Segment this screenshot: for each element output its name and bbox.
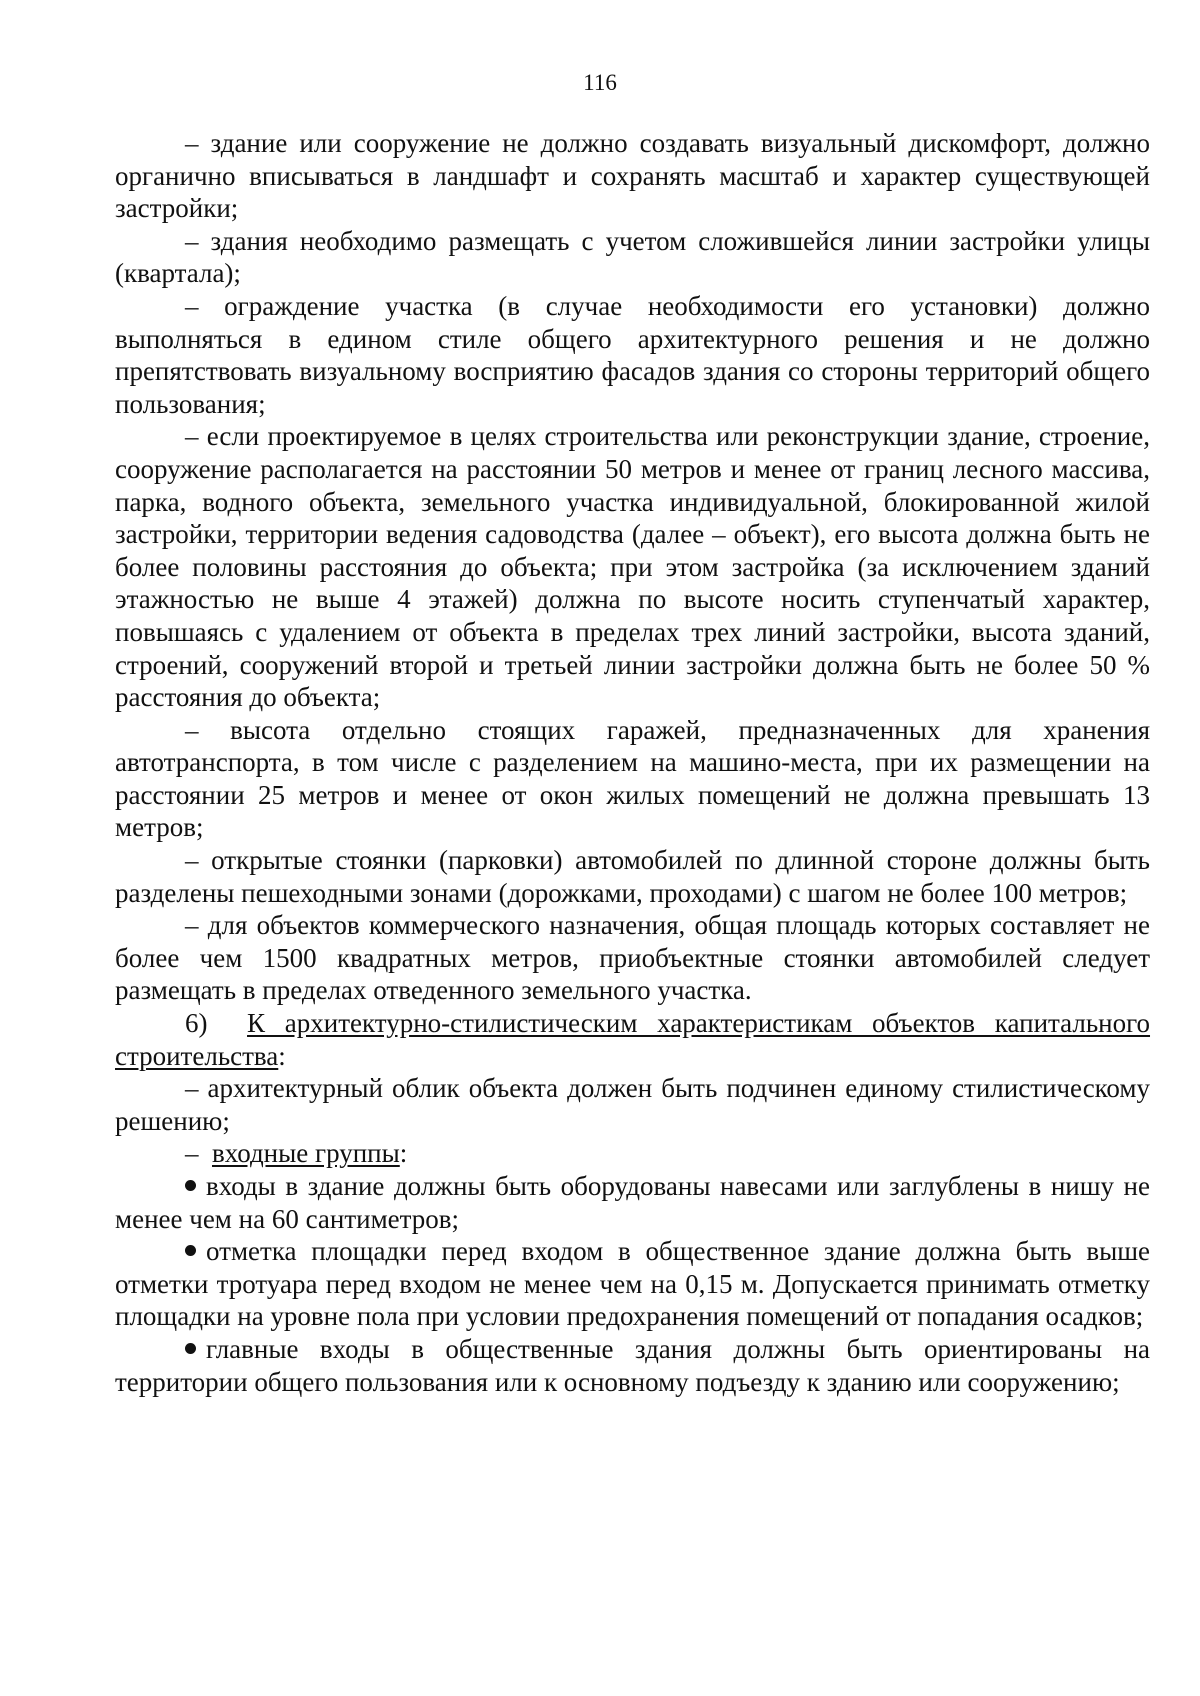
bullet-icon: [185, 1245, 196, 1256]
entry-groups-heading: – входные группы:: [185, 1138, 408, 1169]
entry-groups-label: входные группы: [212, 1138, 400, 1169]
bullet-item: главные входы в общественные здания должны быть ориентированы на территории общего пользования или к основному подъезду к зданию или сооружению;: [115, 1333, 1150, 1397]
section-6-title: К архитектурно-стилистическим характеристикам объектов капитального строительства: [115, 1008, 1151, 1071]
paragraph-visual-comfort: – здание или сооружение не должно создавать визуальный дискомфорт, должно органично вписываться в ландшафт и сохранять масштаб и характер существующей застройки;: [115, 128, 1150, 224]
paragraph-parking: – открытые стоянки (парковки) автомобилей по длинной стороне должны быть разделены пешеходными зонами (дорожками, проходами) с шагом не более 100 метров;: [115, 845, 1150, 908]
paragraph-building-line: – здания необходимо размещать с учетом сложившейся линии застройки улицы (квартала);: [115, 225, 1150, 289]
paragraph-fence: – ограждение участка (в случае необходимости его установки) должно выполняться в едином стиле общего архитектурного решения и не должно препятствовать визуальному восприятию фасадов здания со стороны территорий общего пользования;: [115, 290, 1150, 419]
bullet-icon: [185, 1343, 196, 1354]
section-6-heading: 6) К архитектурно-стилистическим характеристикам объектов капитального строительства:: [115, 1008, 1151, 1071]
section-6-number: 6): [185, 1008, 208, 1039]
bullet-icon: [185, 1180, 196, 1191]
bullet-item: отметка площадки перед входом в общественное здание должна быть выше отметки тротуара перед входом не менее чем на 0,15 м. Допускается принимать отметку площадки на уровне пола при условии предохранения помещений от попадания осадков;: [115, 1236, 1150, 1332]
paragraph-garages: – высота отдельно стоящих гаражей, предназначенных для хранения автотранспорта, в том числе с разделением на машино-места, при их размещении на расстоянии 25 метров и менее от окон жилых помещений не должна превышать 13 метров;: [115, 714, 1150, 843]
paragraph-commercial-parking: – для объектов коммерческого назначения, общая площадь которых составляет не более чем 1500 квадратных метров, приобъектные стоянки автомобилей следует размещать в пределах отведенного земельного участка.: [115, 910, 1150, 1006]
bullet-item: входы в здание должны быть оборудованы навесами или заглублены в нишу не менее чем на 60 сантиметров;: [115, 1171, 1150, 1234]
paragraph-stylistic-solution: – архитектурный облик объекта должен быть подчинен единому стилистическому решению;: [115, 1073, 1150, 1136]
page-number: 116: [583, 70, 617, 95]
document-body: [115, 127, 1150, 1398]
paragraph-building-height: – если проектируемое в целях строительства или реконструкции здание, строение, сооружение располагается на расстоянии 50 метров и менее от границ лесного массива, парка, водного объекта, земельного участка индивидуальной, блокированной жилой застройки, территории ведения садоводства (далее – объект), его высота должна быть не более половины расстояния до объекта; при этом застройка (за исключением зданий этажностью не выше 4 этажей) должна по высоте носить ступенчатый характер, повышаясь с удалением от объекта в пределах трех линий застройки, высота зданий, строений, сооружений второй и третьей линии застройки должна быть не более 50 % расстояния до объекта;: [115, 421, 1150, 713]
